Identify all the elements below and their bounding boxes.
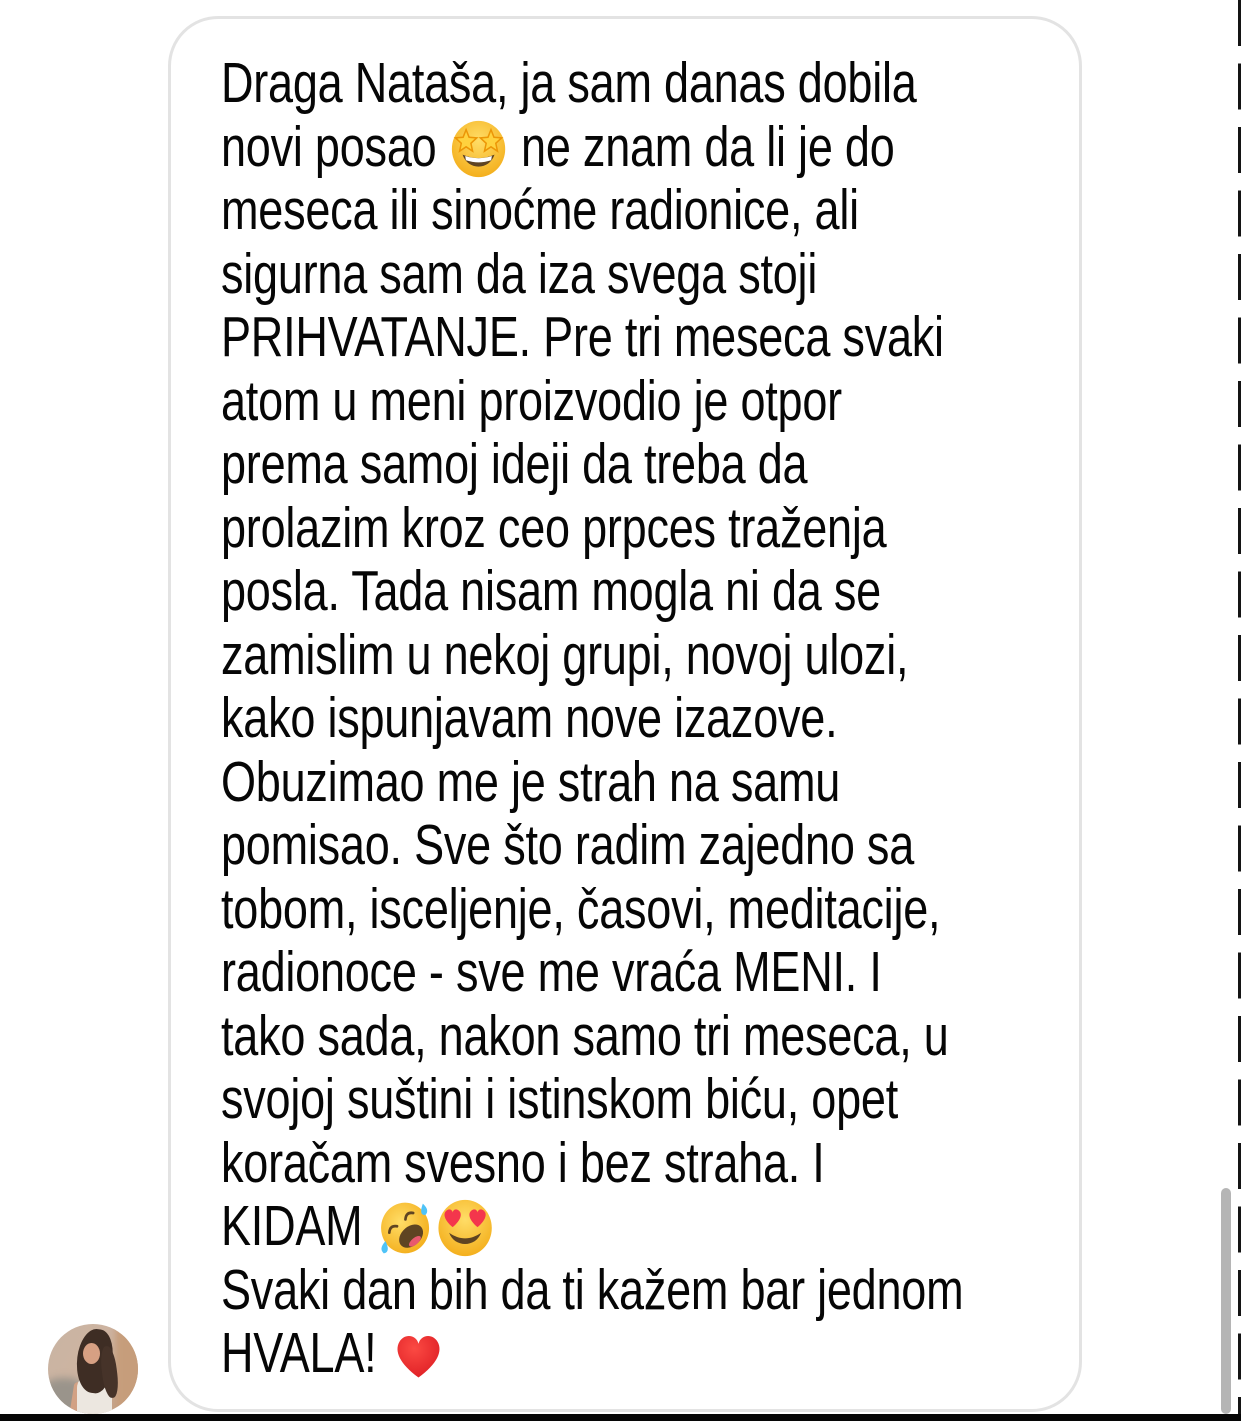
message-line bbox=[221, 116, 963, 180]
message-text-run: posla. Tada nisam mogla ni da se bbox=[221, 559, 881, 623]
message-line bbox=[221, 941, 963, 1005]
message-text-run: radionoce - sve me vraća MENI. I bbox=[221, 940, 882, 1004]
avatar-background bbox=[116, 1324, 138, 1414]
message-text-run: Svaki dan bih da ti kažem bar jednom bbox=[221, 1257, 964, 1322]
message-text-run: sigurna sam da iza svega stoji bbox=[221, 241, 818, 306]
avatar[interactable] bbox=[48, 1324, 138, 1414]
star-struck-emoji bbox=[450, 119, 507, 179]
message-line bbox=[221, 179, 963, 243]
message-line bbox=[221, 624, 963, 688]
message-text-run: tako sada, nakon samo tri meseca, u bbox=[221, 1003, 949, 1068]
message-text-run: prema samoj ideji da treba da bbox=[221, 432, 808, 496]
message-text-run: HVALA! bbox=[221, 1321, 389, 1385]
message-line bbox=[221, 814, 963, 878]
message-text-run: prolazim kroz ceo prpces traženja bbox=[221, 495, 887, 560]
message-text-run: meseca ili sinoćme radionice, ali bbox=[221, 178, 859, 242]
message-text bbox=[221, 52, 963, 1386]
message-text-run: ne znam da li je do bbox=[508, 114, 895, 179]
message-line bbox=[221, 1195, 963, 1259]
scrollbar-thumb[interactable] bbox=[1221, 1188, 1231, 1414]
rofl-emoji bbox=[376, 1198, 433, 1258]
message-text-run: svojoj suštini i istinskom biću, opet bbox=[221, 1067, 898, 1131]
message-text-run: novi posao bbox=[221, 114, 449, 179]
message-text-run: KIDAM bbox=[221, 1194, 375, 1258]
message-line bbox=[221, 751, 963, 815]
avatar-face bbox=[83, 1343, 100, 1364]
message-line bbox=[221, 433, 963, 497]
message-text-run: atom u meni proizvodio je otpor bbox=[221, 368, 842, 433]
message-text-run: koračam svesno i bez straha. I bbox=[221, 1130, 825, 1195]
message-line bbox=[221, 1322, 963, 1386]
message-text-run: kako ispunjavam nove izazove. bbox=[221, 686, 838, 750]
message-line bbox=[221, 243, 963, 307]
message-line bbox=[221, 52, 963, 116]
message-text-run: Obuzimao me je strah na samu bbox=[221, 749, 841, 814]
heart-eyes-emoji bbox=[436, 1198, 493, 1258]
red-heart-emoji bbox=[390, 1325, 447, 1385]
message-line bbox=[221, 370, 963, 434]
message-line bbox=[221, 1068, 963, 1132]
message-line bbox=[221, 1259, 963, 1323]
bottom-border-line bbox=[0, 1414, 1241, 1421]
message-text-run: Draga Nataša, ja sam danas dobila bbox=[221, 51, 917, 115]
message-line bbox=[221, 878, 963, 942]
message-bubble[interactable] bbox=[168, 16, 1082, 1412]
message-line bbox=[221, 687, 963, 751]
message-line bbox=[221, 1005, 963, 1069]
message-text-run: tobom, isceljenje, časovi, meditacije, bbox=[221, 876, 941, 941]
message-line bbox=[221, 560, 963, 624]
message-line bbox=[221, 497, 963, 561]
message-line bbox=[221, 1132, 963, 1196]
message-text-run: zamislim u nekoj grupi, novoj ulozi, bbox=[221, 622, 909, 687]
message-line bbox=[221, 306, 963, 370]
message-text-run: PRIHVATANJE. Pre tri meseca svaki bbox=[221, 305, 944, 369]
message-text-run: pomisao. Sve što radim zajedno sa bbox=[221, 813, 915, 877]
